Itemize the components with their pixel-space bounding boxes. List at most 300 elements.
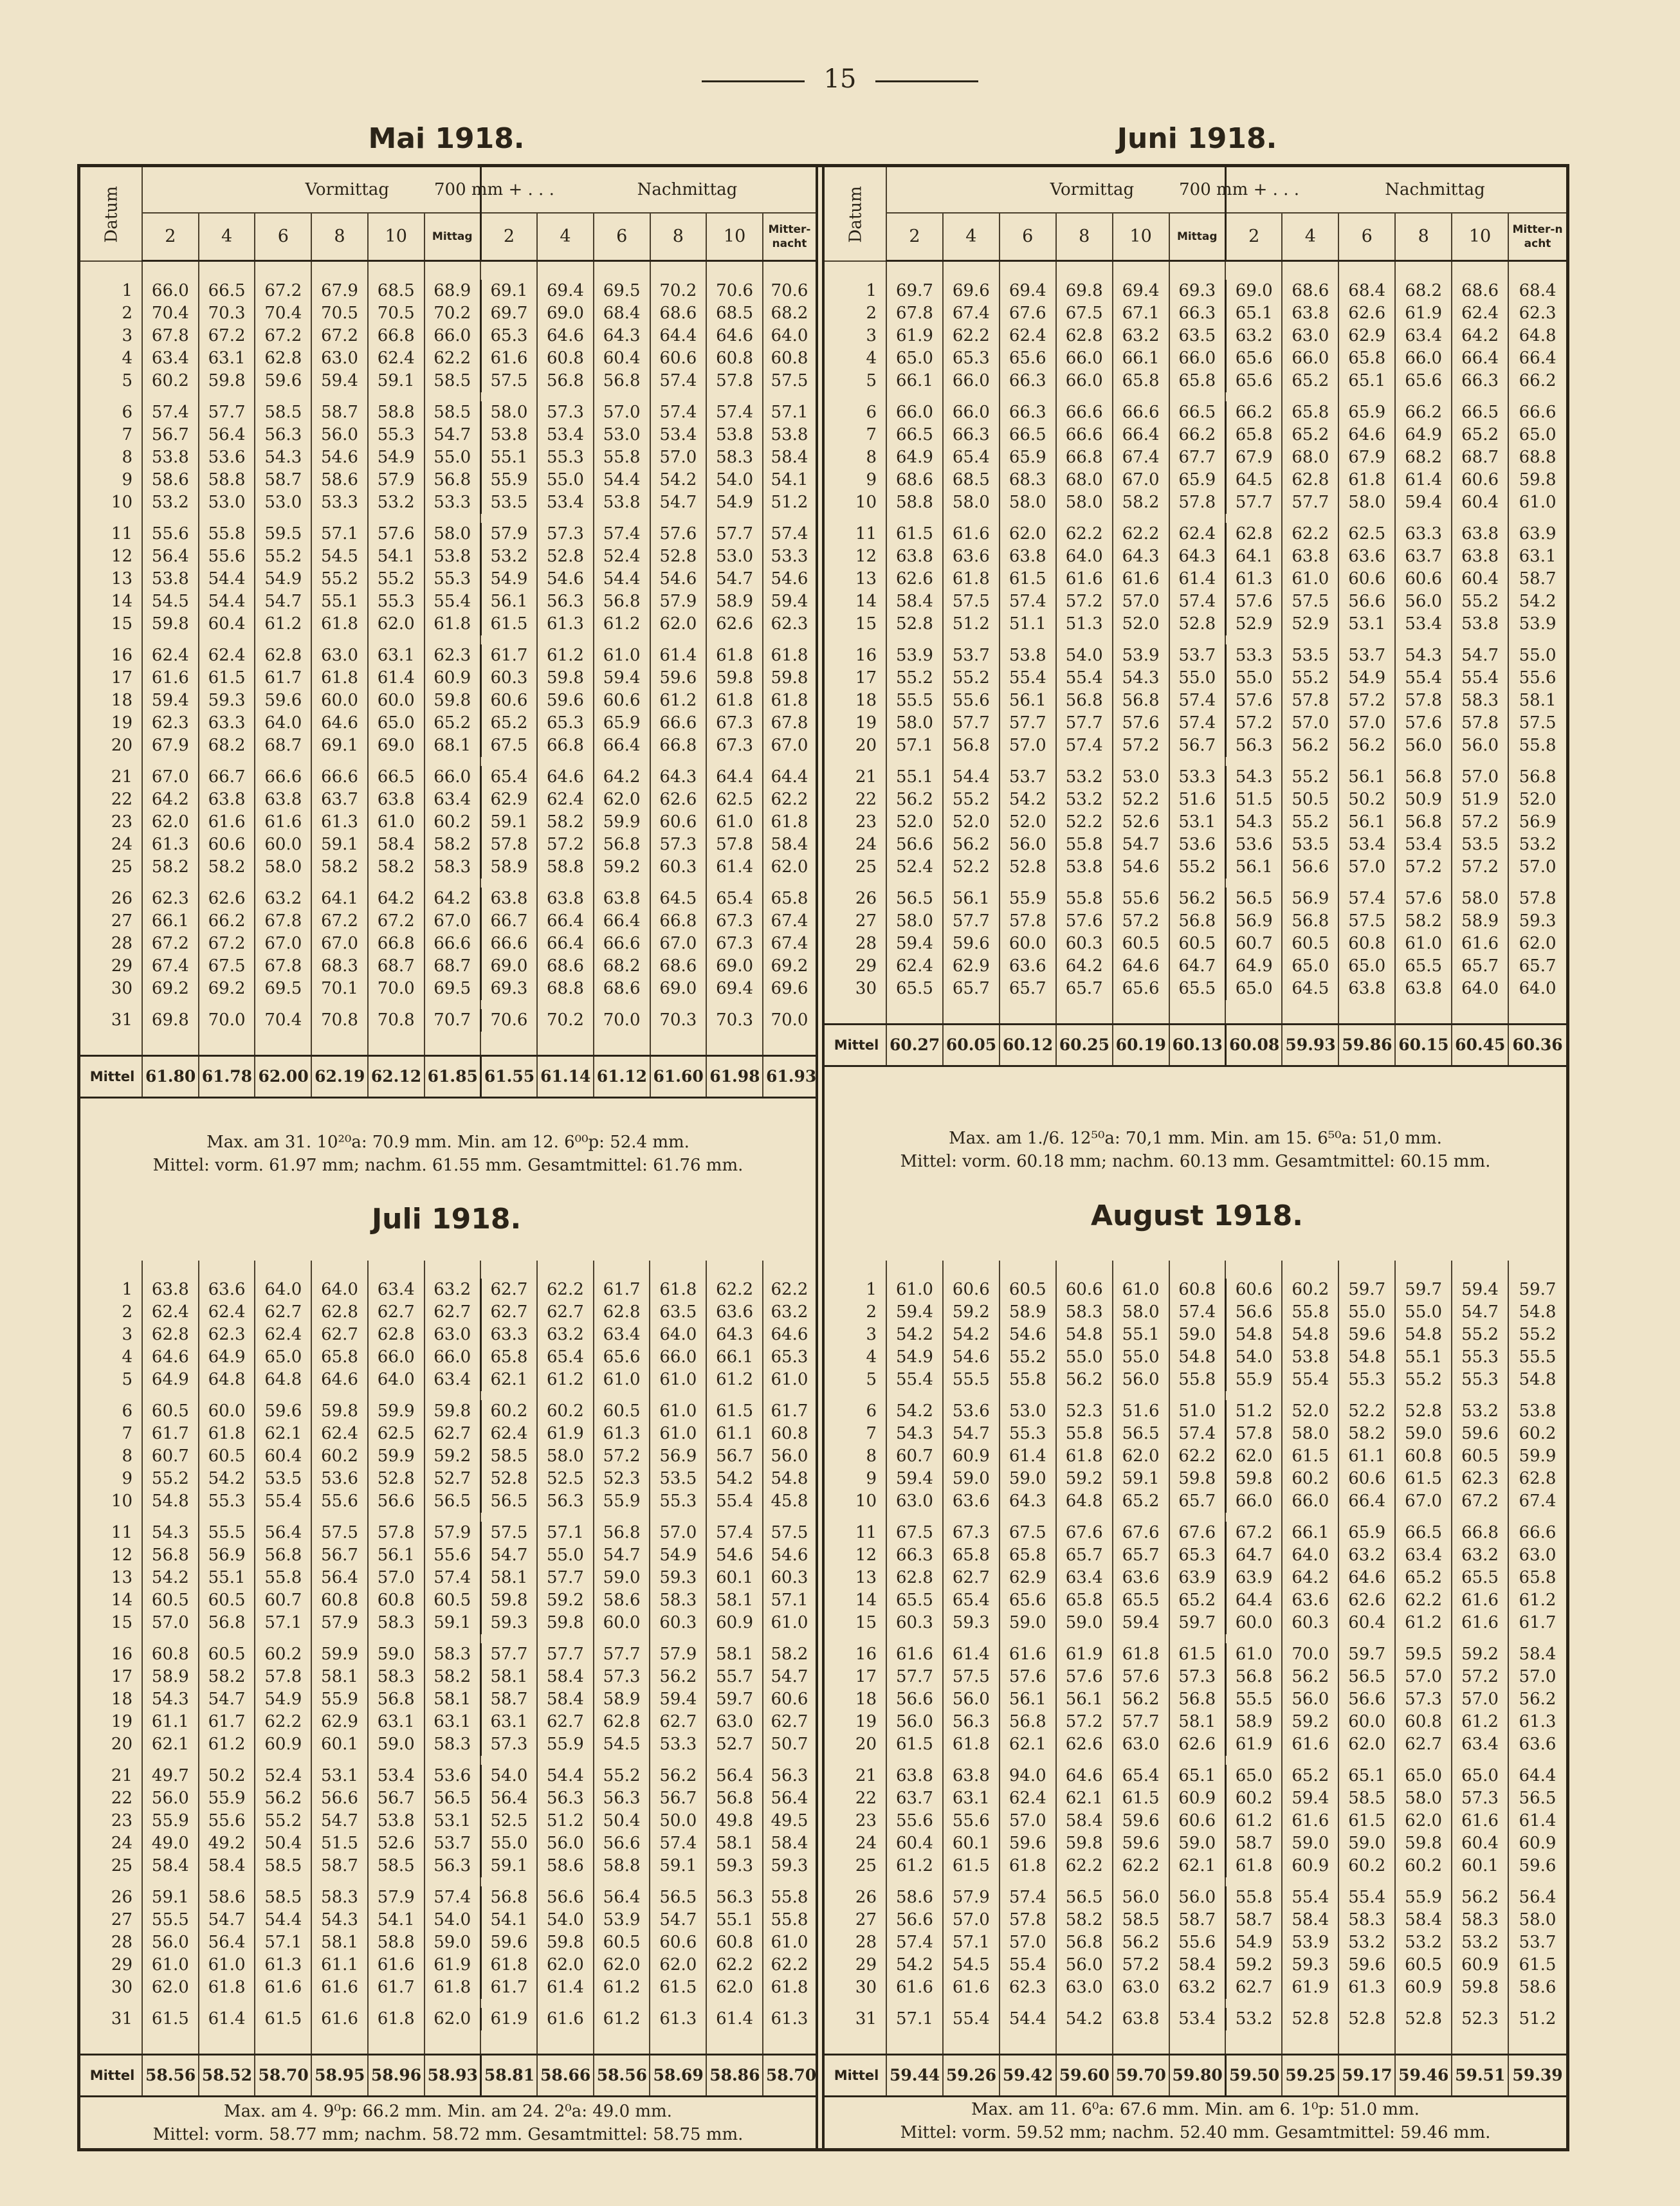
value-cell: 59.2 (1452, 1643, 1508, 1666)
spacer-cell (1338, 261, 1395, 280)
table-row (825, 1423, 1566, 1445)
spacer-cell (199, 1756, 255, 1765)
value-cell: 64.0 (368, 1369, 425, 1391)
value-cell: 61.2 (1508, 1589, 1566, 1612)
value-cell: 58.1 (706, 1589, 763, 1612)
value-cell: 63.4 (142, 347, 199, 370)
value-cell: 54.7 (763, 1666, 816, 1688)
value-cell: 55.5 (1225, 1688, 1282, 1711)
spacer-cell (706, 1999, 763, 2008)
mittel-value-cell: 59.46 (1395, 2055, 1452, 2097)
table-row (80, 1765, 816, 1787)
day-cell: 7 (866, 1424, 877, 1443)
value-cell: 56.6 (311, 1787, 368, 1810)
value-cell: 60.6 (1395, 568, 1452, 590)
value-cell: 61.7 (1508, 1612, 1566, 1634)
value-cell: 57.1 (763, 1589, 816, 1612)
table-row (80, 1886, 816, 1909)
value-cell: 57.4 (1338, 888, 1395, 910)
value-cell: 60.4 (255, 1445, 311, 1468)
value-cell: 54.8 (1395, 1324, 1452, 1346)
column-header-7: 2 (480, 213, 537, 261)
value-cell: 67.4 (142, 955, 199, 978)
value-cell: 55.4 (1282, 1886, 1338, 1909)
spacer-cell (368, 635, 425, 644)
value-cell: 67.3 (943, 1522, 1000, 1544)
spacer-cell (1169, 757, 1226, 766)
spacer-cell (537, 514, 594, 523)
value-cell: 54.5 (311, 545, 368, 568)
value-cell: 61.0 (1225, 1643, 1282, 1666)
value-cell: 59.0 (368, 1733, 425, 1756)
value-cell: 65.8 (311, 1346, 368, 1369)
spacer-cell (311, 1513, 368, 1522)
value-cell: 56.5 (425, 1787, 481, 1810)
value-cell: 66.6 (1508, 1522, 1566, 1544)
spacer-cell (255, 1999, 311, 2008)
value-cell: 57.8 (706, 834, 763, 856)
value-cell: 54.4 (594, 568, 650, 590)
value-cell: 56.3 (255, 424, 311, 446)
value-cell: 61.6 (943, 1976, 1000, 1999)
value-cell: 55.2 (311, 568, 368, 590)
value-cell: 70.8 (311, 1009, 368, 1032)
value-cell: 66.6 (1056, 424, 1113, 446)
value-cell: 62.0 (1338, 1733, 1395, 1756)
value-cell: 55.0 (1225, 667, 1282, 689)
table-row (80, 766, 816, 789)
value-cell: 58.1 (706, 1643, 763, 1666)
table-row (825, 424, 1566, 446)
day-cell: 19 (111, 713, 132, 733)
value-cell: 61.9 (1056, 1643, 1113, 1666)
value-cell: 59.4 (1113, 1612, 1169, 1634)
value-cell: 61.2 (594, 613, 650, 635)
value-cell: 58.0 (886, 712, 943, 734)
value-cell: 62.0 (706, 1976, 763, 1999)
day-cell: 22 (111, 790, 132, 809)
value-cell: 61.9 (425, 1954, 481, 1976)
value-cell: 62.7 (943, 1567, 1000, 1589)
mittel-value-cell: 60.05 (943, 1025, 1000, 1066)
value-cell: 70.3 (199, 302, 255, 325)
day-cell: 17 (855, 668, 877, 688)
spacer-cell (1000, 1000, 1056, 1025)
value-cell: 56.5 (1338, 1666, 1395, 1688)
value-cell: 66.1 (706, 1346, 763, 1369)
value-cell: 56.0 (943, 1688, 1000, 1711)
spacer-cell (1452, 1756, 1508, 1765)
spacer-cell (311, 635, 368, 644)
spacer-cell (480, 635, 537, 644)
value-cell: 57.7 (706, 523, 763, 545)
day-cell: 27 (111, 911, 132, 931)
table-row (825, 370, 1566, 392)
value-cell: 57.4 (142, 401, 199, 424)
mittel-value-cell: 60.15 (1395, 1025, 1452, 1066)
value-cell: 67.4 (943, 302, 1000, 325)
value-cell: 59.6 (1113, 1810, 1169, 1832)
spacer-cell (886, 1756, 943, 1765)
value-cell: 53.5 (480, 491, 537, 514)
value-cell: 62.7 (425, 1423, 481, 1445)
spacer-cell (1225, 392, 1282, 401)
day-cell: 1 (866, 1280, 877, 1299)
value-cell: 56.3 (1225, 734, 1282, 757)
value-cell: 54.9 (1338, 667, 1395, 689)
value-cell: 58.3 (425, 856, 481, 879)
value-cell: 58.6 (594, 1589, 650, 1612)
value-cell: 60.2 (1338, 1855, 1395, 1877)
value-cell: 55.3 (537, 446, 594, 469)
value-cell: 54.6 (1000, 1324, 1056, 1346)
value-cell: 58.4 (537, 1666, 594, 1688)
value-cell: 54.9 (886, 1346, 943, 1369)
barometer-table-mai (80, 167, 816, 1098)
value-cell: 61.5 (886, 523, 943, 545)
value-cell: 66.1 (1113, 347, 1169, 370)
value-cell: 58.7 (1508, 568, 1566, 590)
value-cell: 61.2 (886, 1855, 943, 1877)
spacer-cell (763, 879, 816, 888)
value-cell: 68.2 (594, 955, 650, 978)
value-cell: 57.0 (650, 446, 707, 469)
value-cell: 57.8 (1452, 712, 1508, 734)
value-cell: 70.4 (255, 1009, 311, 1032)
value-cell: 57.5 (480, 370, 537, 392)
value-cell: 57.2 (1395, 856, 1452, 879)
value-cell: 65.0 (1452, 1765, 1508, 1787)
spacer-cell (1452, 1391, 1508, 1400)
value-cell: 56.2 (1452, 1886, 1508, 1909)
spacer-cell (1338, 1877, 1395, 1886)
value-cell: 64.9 (886, 446, 943, 469)
day-cell: 4 (866, 349, 877, 368)
spacer-cell (1225, 514, 1282, 523)
table-row (80, 1400, 816, 1423)
value-cell: 56.8 (1395, 766, 1452, 789)
value-cell: 56.1 (943, 888, 1000, 910)
value-cell: 54.6 (943, 1346, 1000, 1369)
value-cell: 58.0 (255, 856, 311, 879)
value-cell: 67.2 (142, 933, 199, 955)
spacer-cell (1282, 757, 1338, 766)
spacer-cell (763, 261, 816, 280)
table-row (825, 280, 1566, 302)
value-cell: 50.5 (1282, 789, 1338, 811)
spacer-cell (142, 2030, 199, 2055)
value-cell: 58.5 (1338, 1787, 1395, 1810)
spacer-cell (706, 1000, 763, 1009)
value-cell: 61.8 (199, 1976, 255, 1999)
value-cell: 62.0 (368, 613, 425, 635)
value-cell: 58.9 (142, 1666, 199, 1688)
value-cell: 60.6 (1056, 1279, 1113, 1301)
value-cell: 61.5 (1169, 1643, 1226, 1666)
day-cell: 21 (111, 767, 132, 787)
value-cell: 58.3 (311, 1886, 368, 1909)
value-cell: 63.8 (1452, 545, 1508, 568)
value-cell: 61.2 (650, 689, 707, 712)
value-cell: 63.8 (1000, 545, 1056, 568)
value-cell: 61.8 (1338, 469, 1395, 491)
value-cell: 69.4 (706, 978, 763, 1000)
value-cell: 61.6 (886, 1643, 943, 1666)
value-cell: 55.4 (706, 1490, 763, 1513)
value-cell: 58.1 (480, 1567, 537, 1589)
value-cell: 64.0 (255, 1279, 311, 1301)
table-row (80, 302, 816, 325)
spacer-cell (311, 879, 368, 888)
value-cell: 65.2 (1282, 1765, 1338, 1787)
spacer-cell (594, 1391, 650, 1400)
value-cell: 56.6 (1225, 1301, 1282, 1324)
value-cell: 63.7 (1395, 545, 1452, 568)
spacer-cell (1338, 1999, 1395, 2008)
table-row (825, 1612, 1566, 1634)
day-cell: 26 (111, 1888, 132, 1907)
value-cell: 59.3 (706, 1855, 763, 1877)
spacer-cell (1395, 514, 1452, 523)
spacer-cell (537, 1999, 594, 2008)
value-cell: 52.2 (1338, 1400, 1395, 1423)
table-row (825, 978, 1566, 1000)
day-cell: 13 (855, 1568, 877, 1587)
value-cell: 62.2 (537, 1279, 594, 1301)
value-cell: 54.8 (1508, 1369, 1566, 1391)
spacer-cell (80, 2030, 142, 2055)
table-row (825, 834, 1566, 856)
spacer-cell (886, 1999, 943, 2008)
spacer-cell (763, 1000, 816, 1009)
spacer-cell (1169, 635, 1226, 644)
value-cell: 67.2 (255, 325, 311, 347)
spacer-cell (311, 261, 368, 280)
spacer-cell (763, 1391, 816, 1400)
value-cell: 61.2 (594, 1976, 650, 1999)
value-cell: 53.2 (142, 491, 199, 514)
spacer-cell (480, 879, 537, 888)
value-cell: 67.2 (255, 280, 311, 302)
value-cell: 62.2 (763, 789, 816, 811)
column-header-8: 4 (1282, 213, 1338, 261)
value-cell: 62.0 (1225, 1445, 1282, 1468)
day-cell: 28 (111, 1933, 132, 1952)
spacer-cell (80, 261, 142, 280)
value-cell: 60.8 (537, 347, 594, 370)
value-cell: 60.0 (199, 1400, 255, 1423)
spacer-cell (1338, 879, 1395, 888)
table-row (825, 1711, 1566, 1733)
value-cell: 57.1 (886, 734, 943, 757)
value-cell: 53.1 (311, 1765, 368, 1787)
value-cell: 53.6 (1225, 834, 1282, 856)
table-row (825, 1490, 1566, 1513)
spacer-cell (311, 1032, 368, 1056)
spacer-cell (1338, 1000, 1395, 1025)
value-cell: 66.4 (537, 910, 594, 933)
spacer-cell (763, 1261, 816, 1279)
spacer-cell (255, 261, 311, 280)
value-cell: 57.1 (763, 401, 816, 424)
column-header-6: Mittag (425, 213, 481, 261)
value-cell: 64.2 (425, 888, 481, 910)
value-cell: 61.8 (763, 811, 816, 834)
value-cell: 69.5 (255, 978, 311, 1000)
spacer-cell (80, 1877, 142, 1886)
value-cell: 62.8 (142, 1324, 199, 1346)
column-header-5: 10 (1113, 213, 1169, 261)
table-row (825, 1832, 1566, 1855)
value-cell: 53.8 (1000, 644, 1056, 667)
value-cell: 56.1 (1338, 766, 1395, 789)
spacer-cell (1395, 1999, 1452, 2008)
mittel-value-cell: 59.25 (1282, 2055, 1338, 2097)
value-cell: 61.6 (1113, 568, 1169, 590)
value-cell: 53.2 (1056, 789, 1113, 811)
spacer-cell (199, 514, 255, 523)
value-cell: 66.6 (480, 933, 537, 955)
value-cell: 66.5 (1395, 1522, 1452, 1544)
value-cell: 58.9 (1000, 1301, 1056, 1324)
value-cell: 58.3 (368, 1666, 425, 1688)
value-cell: 55.8 (594, 446, 650, 469)
table-row (825, 1765, 1566, 1787)
day-cell: 5 (122, 1370, 132, 1389)
value-cell: 64.4 (1508, 1765, 1566, 1787)
value-cell: 65.0 (1225, 1765, 1282, 1787)
value-cell: 63.1 (1508, 545, 1566, 568)
column-header-4: 8 (1056, 213, 1113, 261)
spacer-cell (311, 757, 368, 766)
value-cell: 60.7 (1225, 933, 1282, 955)
value-cell: 52.6 (1113, 811, 1169, 834)
value-cell: 60.3 (650, 856, 707, 879)
value-cell: 61.8 (763, 1976, 816, 1999)
spacer-cell (763, 1513, 816, 1522)
value-cell: 68.6 (650, 302, 707, 325)
spacer-cell (706, 514, 763, 523)
base-pressure-label: 700 mm + . . . (434, 180, 554, 199)
value-cell: 54.0 (537, 1909, 594, 1931)
value-cell: 56.9 (199, 1544, 255, 1567)
value-cell: 57.0 (943, 1909, 1000, 1931)
day-cell: 6 (866, 1401, 877, 1421)
spacer-cell (142, 392, 199, 401)
value-cell: 66.0 (1395, 347, 1452, 370)
value-cell: 65.2 (1169, 1589, 1226, 1612)
value-cell: 57.8 (1225, 1423, 1282, 1445)
spacer-cell (943, 1513, 1000, 1522)
spacer-cell (706, 1756, 763, 1765)
spacer-cell (943, 514, 1000, 523)
value-cell: 63.9 (1225, 1567, 1282, 1589)
value-cell: 57.5 (311, 1522, 368, 1544)
value-cell: 53.8 (1282, 1346, 1338, 1369)
value-cell: 63.0 (1282, 325, 1338, 347)
value-cell: 59.8 (1452, 1976, 1508, 1999)
value-cell: 63.8 (537, 888, 594, 910)
table-row (825, 2008, 1566, 2030)
value-cell: 58.0 (1113, 1301, 1169, 1324)
value-cell: 58.6 (886, 1886, 943, 1909)
value-cell: 57.5 (943, 590, 1000, 613)
value-cell: 63.6 (1338, 545, 1395, 568)
value-cell: 55.3 (199, 1490, 255, 1513)
value-cell: 61.6 (368, 1954, 425, 1976)
spacer-cell (943, 1000, 1000, 1025)
value-cell: 65.0 (255, 1346, 311, 1369)
value-cell: 66.4 (1508, 347, 1566, 370)
value-cell: 66.4 (1452, 347, 1508, 370)
value-cell: 58.2 (1056, 1909, 1113, 1931)
spacer-row (825, 261, 1566, 280)
value-cell: 54.6 (763, 568, 816, 590)
spacer-cell (425, 1261, 481, 1279)
spacer-cell (825, 514, 886, 523)
day-cell: 17 (855, 1667, 877, 1686)
spacer-cell (1169, 879, 1226, 888)
value-cell: 70.2 (650, 280, 707, 302)
value-cell: 59.8 (142, 613, 199, 635)
value-cell: 55.2 (1169, 856, 1226, 879)
spacer-cell (537, 757, 594, 766)
value-cell: 68.6 (537, 955, 594, 978)
spacer-cell (594, 1000, 650, 1009)
value-cell: 68.6 (1282, 280, 1338, 302)
spacer-cell (886, 1391, 943, 1400)
spacer-cell (80, 1756, 142, 1765)
column-header-8: 4 (537, 213, 594, 261)
spacer-cell (199, 1999, 255, 2008)
value-cell: 57.0 (1000, 1810, 1056, 1832)
value-cell: 56.9 (1282, 888, 1338, 910)
value-cell: 59.4 (763, 590, 816, 613)
value-cell: 56.0 (537, 1832, 594, 1855)
spacer-cell (943, 2030, 1000, 2055)
value-cell: 65.2 (480, 712, 537, 734)
spacer-row (80, 261, 816, 280)
value-cell: 56.8 (594, 834, 650, 856)
spacer-cell (537, 1261, 594, 1279)
mittel-value-cell: 61.98 (706, 1056, 763, 1098)
value-cell: 55.2 (1452, 1324, 1508, 1346)
column-header-11: 10 (706, 213, 763, 261)
value-cell: 59.3 (199, 689, 255, 712)
value-cell: 62.7 (1225, 1976, 1282, 1999)
value-cell: 65.1 (1225, 302, 1282, 325)
month-title-juni: Juni 1918. (1117, 122, 1277, 155)
spacer-cell (650, 1999, 706, 2008)
table-row (80, 1324, 816, 1346)
day-cell: 10 (111, 493, 132, 512)
table-panel-mai (80, 167, 816, 1098)
value-cell: 61.3 (1225, 568, 1282, 590)
value-cell: 62.8 (594, 1301, 650, 1324)
value-cell: 58.3 (1452, 689, 1508, 712)
summary-juni-line-2: Mittel: vorm. 60.18 mm; nachm. 60.13 mm. Gesamtmittel: 60.15 mm. (900, 1152, 1491, 1171)
table-row (80, 811, 816, 834)
value-cell: 53.5 (255, 1468, 311, 1490)
spacer-cell (650, 1756, 706, 1765)
value-cell: 69.0 (650, 978, 707, 1000)
value-cell: 57.3 (480, 1733, 537, 1756)
value-cell: 62.3 (142, 712, 199, 734)
spacer-cell (255, 2030, 311, 2055)
value-cell: 60.5 (1113, 933, 1169, 955)
value-cell: 54.5 (943, 1954, 1000, 1976)
value-cell: 57.6 (1395, 712, 1452, 734)
